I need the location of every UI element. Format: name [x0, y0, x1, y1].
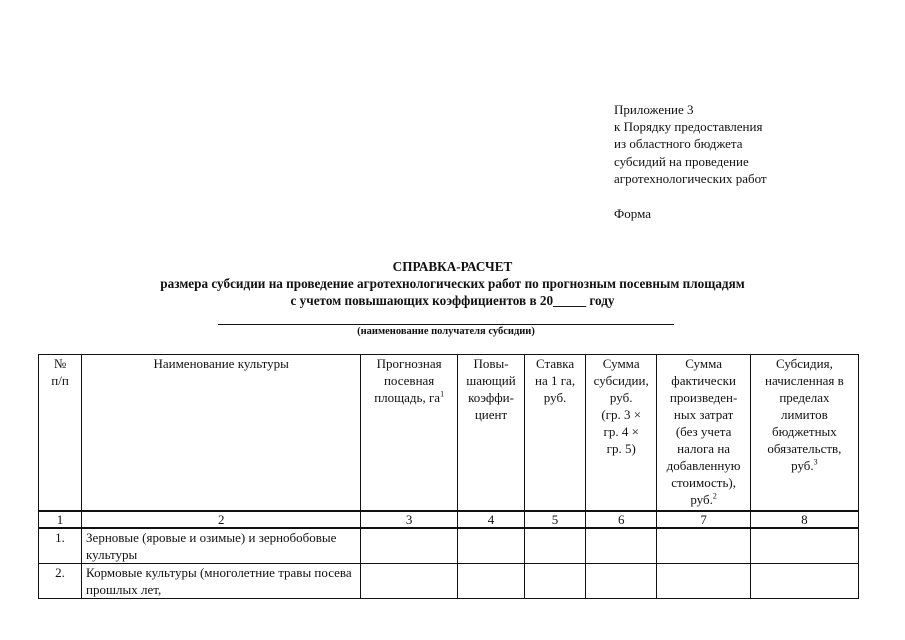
- data-cell: [750, 528, 858, 564]
- header-line: Сумма: [602, 356, 640, 371]
- header-line: гр. 5): [606, 441, 636, 456]
- footnote-marker: 2: [712, 491, 717, 501]
- data-cell: [525, 528, 586, 564]
- recipient-caption: (наименование получателя субсидии): [357, 326, 535, 337]
- header-line: начисленная в: [765, 373, 844, 388]
- header-cell: [457, 355, 524, 512]
- header-line: площадь, $га^1$: [374, 389, 445, 405]
- appendix-line: субсидий на проведение: [614, 153, 749, 169]
- column-number: 6: [586, 511, 657, 528]
- data-cell: [586, 528, 657, 564]
- header-line: руб.$^2$: [690, 491, 717, 507]
- header-line: на 1 га,: [535, 373, 576, 388]
- header-line: пределах: [779, 390, 830, 405]
- header-line: коэффи-: [468, 390, 514, 405]
- header-line: Повы-: [473, 356, 509, 371]
- data-cell: [361, 564, 458, 599]
- column-number-row: [39, 511, 859, 528]
- document-title: [0, 258, 905, 309]
- header-line: Прогнозная: [376, 356, 442, 371]
- appendix-line: из областного бюджета: [614, 136, 743, 152]
- crop-name: Зерновые (яровые и озимые) и зернобобовые культуры: [82, 528, 361, 564]
- header-line: бюджетных: [772, 424, 837, 439]
- crop-name: Кормовые культуры (многолетние травы посева прошлых лет,: [82, 564, 361, 599]
- appendix-line: Приложение 3: [614, 102, 694, 117]
- appendix-line: к Порядку предоставления: [614, 119, 763, 135]
- data-cell: [525, 564, 586, 599]
- header-line: лимитов: [781, 407, 828, 422]
- header-line: (гр. 3 ×: [601, 407, 642, 422]
- appendix-line: агротехнологических работ: [614, 170, 767, 186]
- header-line: произведен-: [669, 390, 738, 405]
- header-line: посевная: [383, 373, 435, 388]
- header-line: субсидии,: [593, 373, 649, 388]
- data-cell: [361, 528, 458, 564]
- header-line: Ставка: [535, 356, 575, 371]
- column-number: 4: [457, 511, 524, 528]
- header-line: фактически: [671, 373, 736, 388]
- data-cell: [750, 564, 858, 599]
- column-number: 7: [657, 511, 750, 528]
- data-cell: [657, 564, 750, 599]
- table-row: [39, 528, 859, 564]
- title-subtitle: размера субсидии на проведение агротехнологических работ по прогнозным посевным площадям: [160, 276, 745, 291]
- header-cell: [361, 355, 458, 512]
- header-line: стоимость),: [671, 475, 736, 490]
- header-cell: [750, 355, 858, 512]
- header-cell: [82, 355, 361, 512]
- header-line: Сумма: [685, 356, 723, 371]
- header-line: №: [53, 356, 67, 371]
- form-label: Форма: [614, 206, 651, 221]
- header-line: Субсидия,: [776, 356, 833, 371]
- table-header-row: [39, 355, 859, 512]
- appendix-block: [614, 101, 767, 187]
- title-main: СПРАВКА-РАСЧЕТ: [392, 259, 513, 274]
- header-cell: [525, 355, 586, 512]
- title-subtitle-year: с учетом повышающих коэффициентов в 20_____ году: [290, 293, 615, 308]
- column-number: 5: [525, 511, 586, 528]
- header-line: руб.: [543, 390, 567, 405]
- column-number: 2: [82, 511, 361, 528]
- column-number: 1: [39, 511, 82, 528]
- header-line: обязательств,: [767, 441, 842, 456]
- footnote-marker: 1: [440, 389, 445, 399]
- column-number: 3: [361, 511, 458, 528]
- header-line: (без учета: [675, 424, 732, 439]
- data-cell: [457, 528, 524, 564]
- header-line: гр. 4 ×: [603, 424, 639, 439]
- recipient-name-line: [218, 324, 674, 325]
- header-cell: [586, 355, 657, 512]
- header-cell: [39, 355, 82, 512]
- header-line: циент: [474, 407, 508, 422]
- header-line: шающий: [466, 373, 516, 388]
- data-cell: [657, 528, 750, 564]
- row-number: 2.: [39, 564, 82, 599]
- subsidy-calculation-table: [38, 354, 859, 599]
- header-line: Наименование культуры: [153, 356, 289, 371]
- header-line: добавленную: [666, 458, 741, 473]
- header-line: ных затрат: [673, 407, 734, 422]
- header-line: п/п: [51, 373, 69, 388]
- header-line: налога на: [677, 441, 731, 456]
- footnote-marker: 3: [813, 457, 818, 467]
- header-line: руб.$^3$: [791, 457, 818, 473]
- column-number: 8: [750, 511, 858, 528]
- data-cell: [457, 564, 524, 599]
- header-line: руб.: [609, 390, 633, 405]
- header-cell: [657, 355, 750, 512]
- table-row: [39, 564, 859, 599]
- row-number: 1.: [39, 528, 82, 564]
- data-cell: [586, 564, 657, 599]
